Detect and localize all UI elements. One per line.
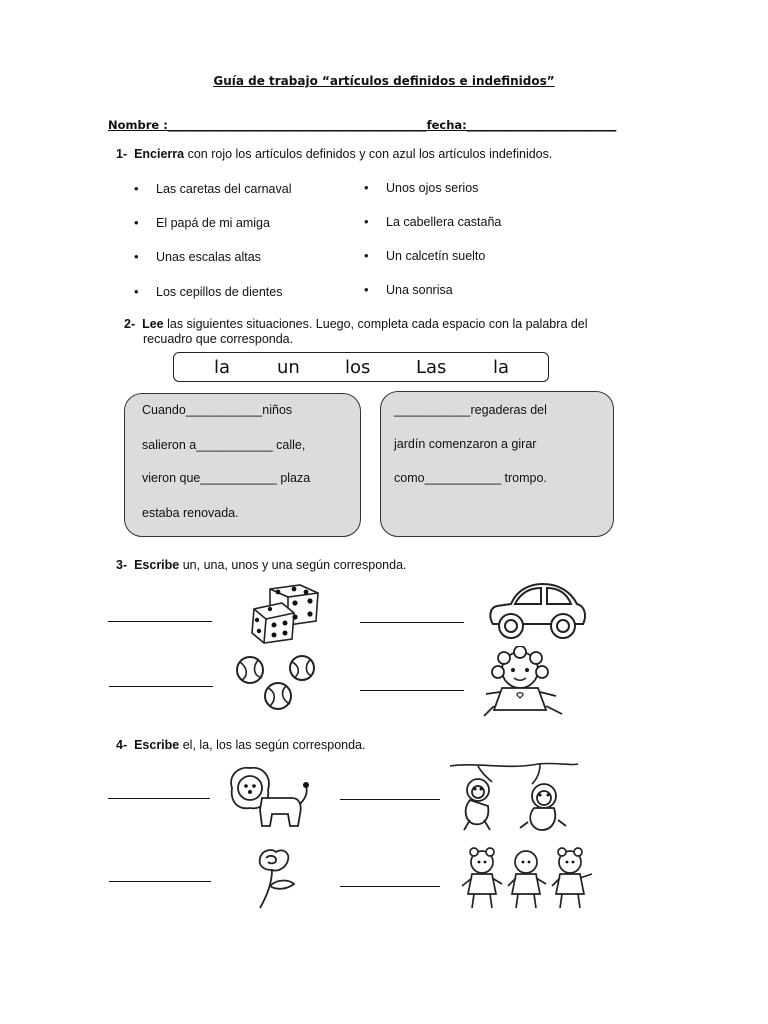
answer-line-doll[interactable] — [360, 690, 464, 691]
fecha-field[interactable]: fecha:__________________________ — [426, 118, 617, 132]
question-2 — [124, 317, 588, 331]
question-4-number: 4- — [116, 738, 128, 752]
word-bank-word-2: un — [277, 357, 300, 378]
q1-item-left-3[interactable]: • Unas escalas altas — [134, 249, 261, 264]
monkeys-icon — [448, 760, 580, 836]
answer-line-monkeys[interactable] — [340, 799, 440, 800]
question-4 — [116, 738, 365, 752]
word-bank-word-5: la — [493, 357, 510, 378]
question-2-text: las siguientes situaciones. Luego, completa cada espacio con la palabra del — [163, 317, 588, 331]
children-icon — [460, 846, 596, 912]
answer-line-dice[interactable] — [108, 621, 212, 622]
answer-line-car[interactable] — [360, 622, 464, 623]
q1-item-right-4[interactable]: • Una sonrisa — [364, 282, 453, 297]
q1-item-right-2[interactable]: • La cabellera castaña — [364, 214, 501, 229]
q1-item-right-1[interactable]: • Unos ojos serios — [364, 180, 478, 195]
question-1-text: con rojo los artículos definidos y con azul los artículos indefinidos. — [184, 147, 553, 161]
word-bank-word-4: Las — [416, 357, 447, 378]
situation-left-line-4: estaba renovada. — [142, 506, 239, 520]
word-bank-word-1: la — [214, 357, 231, 378]
lion-icon — [226, 764, 310, 830]
dice-icon — [248, 583, 324, 645]
question-3-text: un, una, unos y una según corresponda. — [179, 558, 407, 572]
question-2-number: 2- — [124, 317, 136, 331]
situation-left-line-2[interactable]: salieron a___________ calle, — [142, 438, 306, 452]
q1-item-left-4[interactable]: • Los cepillos de dientes — [134, 284, 282, 299]
question-2-keyword: Lee — [142, 317, 164, 331]
situation-right-line-1[interactable]: ___________regaderas del — [394, 403, 547, 417]
doll-icon — [476, 646, 570, 720]
q1-item-left-2[interactable]: • El papá de mi amiga — [134, 215, 270, 230]
question-3-number: 3- — [116, 558, 128, 572]
answer-line-rose[interactable] — [109, 881, 211, 882]
answer-line-children[interactable] — [340, 886, 440, 887]
answer-line-balls[interactable] — [109, 686, 213, 687]
question-1-number: 1- — [116, 147, 128, 161]
nombre-field[interactable]: Nombre :_____________________________________________ — [108, 118, 427, 132]
question-2-line-2: recuadro que corresponda. — [143, 332, 294, 346]
name-date-line — [108, 118, 616, 132]
question-4-keyword: Escribe — [134, 738, 180, 752]
q1-item-right-3[interactable]: • Un calcetín suelto — [364, 248, 485, 263]
situation-left-line-3[interactable]: vieron que___________ plaza — [142, 471, 311, 485]
situation-right-line-3[interactable]: como___________ trompo. — [394, 471, 547, 485]
answer-line-lion[interactable] — [108, 798, 210, 799]
situation-left-line-1[interactable]: Cuando___________niños — [142, 403, 293, 417]
situation-right-line-2: jardín comenzaron a girar — [394, 437, 537, 451]
word-bank-word-3: los — [345, 357, 371, 378]
page-title: Guía de trabajo “artículos definidos e indefinidos” — [213, 74, 555, 88]
question-1 — [116, 147, 552, 161]
question-3-keyword: Escribe — [134, 558, 180, 572]
car-icon — [485, 578, 589, 642]
q1-item-left-1[interactable]: • Las caretas del carnaval — [134, 181, 292, 196]
question-1-keyword: Encierra — [134, 147, 185, 161]
rose-icon — [250, 848, 298, 912]
balls-icon — [232, 654, 328, 712]
question-3 — [116, 558, 407, 572]
question-4-text: el, la, los las según corresponda. — [179, 738, 366, 752]
